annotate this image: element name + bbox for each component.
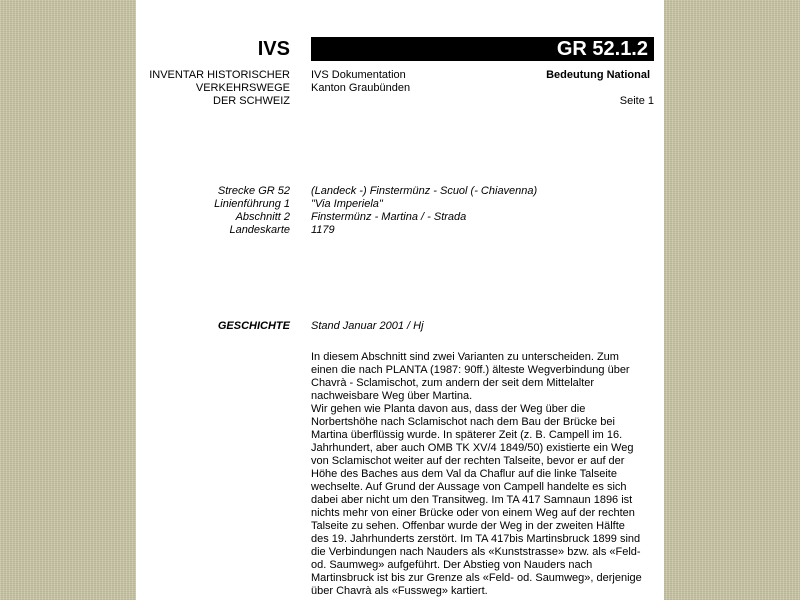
meta-value: Finstermünz - Martina / - Strada — [311, 211, 467, 223]
text-line: Höhe des Baches aus dem Val da Chaflur auf die linke Talseite — [311, 468, 617, 480]
text-line: Martina überflüssig wurde. In späterer Zeit (z. B. Campell im 16. — [311, 429, 623, 441]
text-line: Wir gehen wie Planta davon aus, dass der Weg über die — [311, 403, 586, 415]
route-code: GR 52.1.2 — [556, 38, 648, 60]
text-line: nichts mehr von einer Brücke oder von einem Weg auf der rechten — [311, 507, 635, 519]
significance-label: Bedeutung National — [546, 69, 650, 81]
text-line: nachweisbare Weg über Martina. — [311, 390, 473, 402]
text-line: Jahrhundert, aber auch OMB TK XV/4 1849/50) existierte ein Weg — [311, 442, 634, 454]
meta-value: (Landeck -) Finstermünz - Scuol (- Chiavenna) — [311, 185, 538, 197]
org-line: VERKEHRSWEGE — [195, 82, 290, 94]
text-line: des 19. Jahrhunderts zerstört. Im TA 417bis Martinsbruck 1899 sind — [311, 533, 641, 545]
org-line: INVENTAR HISTORISCHER — [149, 69, 290, 81]
code-bar — [311, 37, 654, 61]
text-line: od. Saumweg» aufgeführt. Der Abstieg von Nauders nach — [311, 559, 593, 571]
meta-labels — [136, 185, 290, 237]
ivs-title: IVS — [257, 38, 290, 60]
organization-name — [136, 69, 290, 108]
meta-label: Abschnitt 2 — [235, 211, 290, 223]
page-number: Seite 1 — [619, 95, 654, 107]
text-line: Chavrà - Sclamischot, zum andern der seit dem Mittelalter — [311, 377, 595, 389]
text-line: einen die nach PLANTA (1987: 90ff.) älteste Wegverbindung über — [311, 364, 630, 376]
text-line: wechselte. Auf Grund der Aussage von Campell handelte es sich — [311, 481, 627, 493]
documentation-info — [311, 69, 410, 95]
text-line: über Chavrà als «Fussweg» kartiert. — [311, 585, 488, 597]
meta-values — [311, 185, 537, 237]
org-line: DER SCHWEIZ — [213, 95, 290, 107]
section-stand: Stand Januar 2001 / Hj — [311, 320, 424, 332]
section-title: GESCHICHTE — [217, 320, 290, 332]
text-line: dabei aber nicht um den Transitweg. Im TA 417 Samnaun 1896 ist — [311, 494, 633, 506]
meta-value: "Via Imperiela" — [311, 198, 383, 210]
document-page — [136, 0, 664, 600]
text-line: In diesem Abschnitt sind zwei Varianten zu unterscheiden. Zum — [311, 351, 619, 363]
text-line: Talseite zu sehen. Offenbar wurde der Weg in der zweiten Hälfte — [311, 520, 625, 532]
text-line: Martinsbruck ist bis zur Grenze als «Feld- od. Saumweg», derjenige — [311, 572, 642, 584]
text-line: von Sclamischot weiter auf der rechten Talseite, bevor er auf der — [311, 455, 625, 467]
history-text — [311, 351, 656, 598]
text-line: die Verbindungen nach Nauders als «Kunststrasse» bzw. als «Feld- — [311, 546, 641, 558]
meta-value: 1179 — [311, 224, 335, 236]
doc-line: Kanton Graubünden — [311, 82, 411, 94]
meta-label: Strecke GR 52 — [217, 185, 290, 197]
meta-label: Landeskarte — [229, 224, 290, 236]
doc-line: IVS Dokumentation — [311, 69, 406, 81]
meta-label: Linienführung 1 — [214, 198, 290, 210]
text-line: Norbertshöhe nach Sclamischot nach dem Bau der Brücke bei — [311, 416, 615, 428]
